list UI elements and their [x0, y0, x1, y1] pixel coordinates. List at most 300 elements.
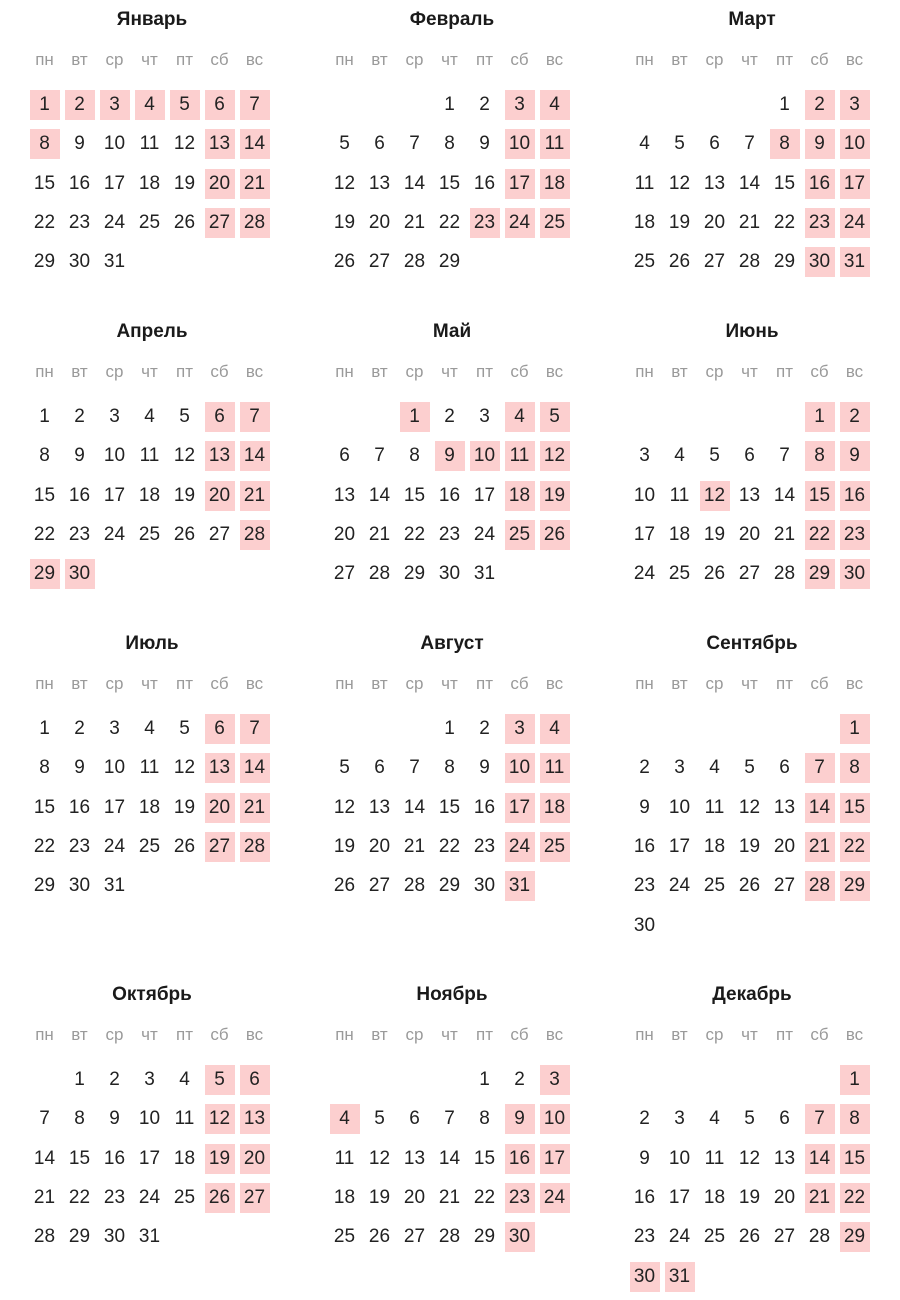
weekday-label: пн	[35, 362, 54, 381]
day-cell: 6	[374, 757, 385, 779]
day-cell: 7	[779, 445, 790, 467]
weekday-label: ср	[705, 50, 724, 69]
day-cell: 14	[403, 172, 426, 194]
day-cell-holiday: 24	[540, 1183, 570, 1213]
day-cell-holiday: 12	[540, 441, 570, 471]
month-block	[27, 5, 277, 305]
day-cell-holiday: 30	[630, 1262, 660, 1292]
day-cell: 6	[374, 133, 385, 155]
day-cell: 14	[738, 172, 761, 194]
day-cell: 28	[33, 1226, 56, 1248]
day-cell: 26	[738, 1226, 761, 1248]
day-cell-holiday: 21	[240, 793, 270, 823]
weekday-label: сб	[810, 50, 829, 69]
day-cell: 17	[103, 172, 126, 194]
day-cell: 13	[368, 796, 391, 818]
day-cell: 23	[68, 835, 91, 857]
day-cell: 19	[173, 172, 196, 194]
weekday-label: вс	[245, 1025, 264, 1044]
weekday-label: пн	[635, 362, 654, 381]
day-cell: 22	[68, 1186, 91, 1208]
day-cell-holiday: 10	[505, 129, 535, 159]
day-cell-holiday: 26	[540, 520, 570, 550]
weekday-label: пн	[335, 674, 354, 693]
day-cell: 2	[444, 406, 455, 427]
day-cell-holiday: 9	[505, 1104, 535, 1134]
day-cell: 4	[709, 1108, 720, 1130]
day-cell: 24	[668, 1226, 691, 1248]
day-cell: 24	[138, 1186, 161, 1208]
day-cell: 17	[668, 1186, 691, 1208]
day-cell: 5	[674, 133, 685, 155]
day-cell: 28	[808, 1226, 831, 1248]
day-cell: 28	[773, 563, 796, 585]
weekday-label: пт	[776, 1025, 793, 1044]
day-cell: 4	[144, 718, 155, 739]
day-cell-holiday: 20	[205, 481, 235, 511]
day-cell: 19	[333, 211, 356, 233]
day-cell: 19	[738, 835, 761, 857]
day-cell-holiday: 8	[840, 1104, 870, 1134]
day-cell: 6	[779, 1108, 790, 1130]
day-cell-holiday: 18	[540, 793, 570, 823]
day-cell: 15	[473, 1147, 496, 1169]
day-cell: 15	[438, 172, 461, 194]
day-cell: 18	[138, 484, 161, 506]
day-cell: 12	[173, 133, 196, 155]
day-cell: 9	[639, 1147, 650, 1169]
weekday-label: вт	[71, 1025, 88, 1044]
day-cell: 26	[173, 523, 196, 545]
day-cell: 26	[173, 211, 196, 233]
day-cell: 16	[68, 172, 91, 194]
day-cell: 13	[773, 1147, 796, 1169]
weekday-label: пт	[776, 674, 793, 693]
day-cell: 6	[744, 445, 755, 467]
day-cell: 20	[368, 835, 391, 857]
weekday-label: ср	[405, 1025, 424, 1044]
weekday-label: ср	[705, 674, 724, 693]
day-cell: 29	[33, 875, 56, 897]
day-cell: 3	[109, 718, 120, 739]
weekday-label: пн	[335, 50, 354, 69]
day-cell: 21	[33, 1186, 56, 1208]
weekday-label: пт	[176, 674, 193, 693]
day-cell-holiday: 17	[540, 1144, 570, 1174]
day-cell-holiday: 29	[840, 871, 870, 901]
day-cell: 7	[374, 445, 385, 467]
day-cell: 27	[703, 251, 726, 273]
day-cell: 24	[668, 875, 691, 897]
day-cell: 18	[703, 835, 726, 857]
day-cell: 23	[68, 523, 91, 545]
weekday-label: чт	[741, 50, 758, 69]
day-cell-holiday: 21	[240, 169, 270, 199]
day-cell-holiday: 28	[240, 520, 270, 550]
weekday-label: вт	[71, 674, 88, 693]
day-cell: 24	[103, 523, 126, 545]
day-cell: 14	[403, 796, 426, 818]
day-cell: 19	[173, 484, 196, 506]
day-cell: 17	[103, 484, 126, 506]
day-cell: 7	[744, 133, 755, 155]
weekday-label: сб	[210, 362, 229, 381]
day-cell: 25	[138, 211, 161, 233]
day-cell: 26	[368, 1226, 391, 1248]
day-cell-holiday: 6	[205, 714, 235, 744]
day-cell: 10	[103, 445, 126, 467]
day-cell-holiday: 16	[840, 481, 870, 511]
day-cell: 29	[33, 251, 56, 273]
day-cell-holiday: 19	[540, 481, 570, 511]
day-cell: 30	[438, 563, 461, 585]
month-block	[27, 629, 277, 929]
day-cell: 2	[514, 1069, 525, 1090]
day-cell-holiday: 9	[805, 129, 835, 159]
month-title: Июнь	[725, 321, 779, 342]
day-cell: 16	[68, 796, 91, 818]
day-cell: 26	[703, 563, 726, 585]
month-title: Январь	[116, 9, 188, 30]
month-block	[627, 629, 877, 936]
day-cell: 16	[473, 796, 496, 818]
month-block	[27, 980, 277, 1280]
day-cell: 11	[334, 1147, 355, 1169]
day-cell: 14	[368, 484, 391, 506]
day-cell: 10	[103, 757, 126, 779]
day-cell-holiday: 31	[505, 871, 535, 901]
weekday-label: вс	[845, 362, 864, 381]
weekday-label: пт	[776, 362, 793, 381]
weekday-label: сб	[510, 1025, 529, 1044]
weekday-label: вс	[545, 674, 564, 693]
day-cell: 6	[409, 1108, 420, 1130]
day-cell: 7	[409, 133, 420, 155]
day-cell: 18	[173, 1147, 196, 1169]
day-cell: 27	[208, 523, 231, 545]
day-cell-holiday: 29	[805, 559, 835, 589]
day-cell-holiday: 9	[435, 441, 465, 471]
weekday-label: ср	[105, 50, 124, 69]
day-cell: 2	[109, 1069, 120, 1090]
weekday-label: пн	[335, 362, 354, 381]
day-cell: 22	[403, 523, 426, 545]
day-cell-holiday: 15	[805, 481, 835, 511]
weekday-label: пн	[635, 50, 654, 69]
day-cell-holiday: 1	[840, 714, 870, 744]
day-cell: 31	[103, 251, 126, 273]
day-cell: 9	[74, 445, 85, 467]
weekday-label: ср	[105, 1025, 124, 1044]
weekday-label: сб	[810, 674, 829, 693]
day-cell: 5	[179, 718, 190, 739]
day-cell: 1	[479, 1069, 490, 1090]
day-cell: 10	[668, 796, 691, 818]
day-cell: 16	[473, 172, 496, 194]
day-cell: 27	[368, 251, 391, 273]
day-cell-holiday: 2	[65, 90, 95, 120]
month-title: Октябрь	[112, 984, 192, 1005]
day-cell-holiday: 3	[505, 90, 535, 120]
day-cell-holiday: 30	[65, 559, 95, 589]
day-cell-holiday: 24	[840, 208, 870, 238]
day-cell: 12	[368, 1147, 391, 1169]
month-title: Сентябрь	[706, 633, 798, 654]
day-cell: 28	[438, 1226, 461, 1248]
day-cell-holiday: 30	[805, 247, 835, 277]
weekday-label: пт	[476, 674, 493, 693]
month-block	[627, 317, 877, 617]
weekday-label: вт	[371, 362, 388, 381]
day-cell: 28	[738, 251, 761, 273]
day-cell: 22	[438, 835, 461, 857]
weekday-label: пт	[476, 50, 493, 69]
day-cell: 22	[33, 835, 56, 857]
day-cell: 20	[333, 523, 356, 545]
day-cell-holiday: 11	[540, 753, 570, 783]
day-cell: 3	[674, 757, 685, 779]
day-cell: 22	[438, 211, 461, 233]
day-cell: 9	[109, 1108, 120, 1130]
day-cell-holiday: 2	[805, 90, 835, 120]
month-title: Май	[432, 321, 472, 342]
day-cell-holiday: 28	[240, 832, 270, 862]
day-cell-holiday: 24	[505, 832, 535, 862]
day-cell-holiday: 17	[505, 793, 535, 823]
weekday-label: вс	[845, 50, 864, 69]
day-cell: 26	[738, 875, 761, 897]
weekday-label: вт	[371, 1025, 388, 1044]
day-cell-holiday: 10	[840, 129, 870, 159]
day-cell-holiday: 27	[205, 208, 235, 238]
day-cell: 8	[479, 1108, 490, 1130]
month-block	[627, 5, 877, 305]
day-cell-holiday: 13	[205, 753, 235, 783]
day-cell: 12	[333, 796, 356, 818]
weekday-label: вт	[671, 1025, 688, 1044]
day-cell: 22	[473, 1186, 496, 1208]
day-cell: 21	[773, 523, 796, 545]
month-block	[27, 317, 277, 617]
day-cell: 11	[669, 484, 690, 506]
day-cell: 29	[438, 251, 461, 273]
day-cell: 15	[773, 172, 796, 194]
month-title: Декабрь	[712, 984, 792, 1005]
day-cell: 26	[333, 251, 356, 273]
day-cell: 15	[33, 796, 56, 818]
weekday-label: чт	[441, 50, 458, 69]
day-cell-holiday: 30	[840, 559, 870, 589]
day-cell: 27	[333, 563, 356, 585]
day-cell: 11	[139, 757, 160, 779]
day-cell: 15	[68, 1147, 91, 1169]
weekday-label: чт	[441, 1025, 458, 1044]
weekday-label: сб	[510, 50, 529, 69]
day-cell: 24	[103, 835, 126, 857]
day-cell: 21	[368, 523, 391, 545]
day-cell-holiday: 11	[540, 129, 570, 159]
weekday-label: сб	[810, 1025, 829, 1044]
day-cell: 16	[438, 484, 461, 506]
day-cell: 3	[674, 1108, 685, 1130]
month-block	[327, 980, 577, 1280]
day-cell: 27	[773, 875, 796, 897]
day-cell-holiday: 15	[840, 793, 870, 823]
weekday-label: пт	[176, 362, 193, 381]
day-cell: 3	[109, 406, 120, 427]
day-cell-holiday: 1	[400, 402, 430, 432]
day-cell: 13	[368, 172, 391, 194]
day-cell: 9	[479, 133, 490, 155]
weekday-label: вс	[245, 674, 264, 693]
day-cell-holiday: 22	[840, 832, 870, 862]
day-cell: 23	[68, 211, 91, 233]
day-cell: 19	[368, 1186, 391, 1208]
day-cell: 31	[138, 1226, 161, 1248]
day-cell: 30	[68, 251, 91, 273]
day-cell: 25	[703, 1226, 726, 1248]
day-cell: 8	[39, 757, 50, 779]
day-cell-holiday: 21	[805, 1183, 835, 1213]
day-cell: 11	[139, 133, 160, 155]
day-cell-holiday: 14	[805, 793, 835, 823]
day-cell-holiday: 4	[330, 1104, 360, 1134]
month-title: Апрель	[116, 321, 188, 342]
day-cell: 11	[139, 445, 160, 467]
month-title: Март	[728, 9, 776, 30]
day-cell: 10	[138, 1108, 161, 1130]
weekday-label: чт	[741, 1025, 758, 1044]
day-cell: 28	[403, 251, 426, 273]
day-cell: 21	[438, 1186, 461, 1208]
day-cell: 25	[633, 251, 656, 273]
day-cell: 14	[33, 1147, 56, 1169]
weekday-label: вс	[845, 1025, 864, 1044]
day-cell: 2	[74, 406, 85, 427]
day-cell: 1	[444, 94, 455, 115]
day-cell-holiday: 7	[805, 753, 835, 783]
weekday-label: ср	[105, 362, 124, 381]
day-cell-holiday: 23	[505, 1183, 535, 1213]
day-cell: 13	[703, 172, 726, 194]
day-cell: 16	[633, 835, 656, 857]
day-cell: 4	[674, 445, 685, 467]
day-cell: 11	[634, 172, 655, 194]
day-cell: 25	[668, 563, 691, 585]
day-cell-holiday: 9	[840, 441, 870, 471]
day-cell: 6	[709, 133, 720, 155]
day-cell-holiday: 8	[770, 129, 800, 159]
day-cell-holiday: 21	[805, 832, 835, 862]
day-cell: 28	[403, 875, 426, 897]
day-cell: 25	[138, 523, 161, 545]
day-cell: 8	[74, 1108, 85, 1130]
day-cell: 19	[738, 1186, 761, 1208]
day-cell-holiday: 21	[240, 481, 270, 511]
day-cell: 17	[668, 835, 691, 857]
weekday-label: ср	[705, 1025, 724, 1044]
day-cell-holiday: 1	[30, 90, 60, 120]
day-cell-holiday: 10	[470, 441, 500, 471]
day-cell: 23	[103, 1186, 126, 1208]
day-cell-holiday: 5	[205, 1065, 235, 1095]
day-cell-holiday: 20	[240, 1144, 270, 1174]
weekday-label: вс	[245, 362, 264, 381]
day-cell-holiday: 29	[840, 1222, 870, 1252]
day-cell-holiday: 29	[30, 559, 60, 589]
day-cell: 18	[138, 796, 161, 818]
weekday-label: сб	[210, 674, 229, 693]
day-cell: 31	[103, 875, 126, 897]
weekday-label: ср	[405, 362, 424, 381]
day-cell: 20	[773, 1186, 796, 1208]
day-cell-holiday: 25	[540, 832, 570, 862]
weekday-label: вс	[245, 50, 264, 69]
weekday-label: чт	[741, 362, 758, 381]
day-cell: 7	[444, 1108, 455, 1130]
day-cell-holiday: 23	[470, 208, 500, 238]
weekday-label: ср	[405, 50, 424, 69]
weekday-label: чт	[141, 362, 158, 381]
day-cell: 12	[333, 172, 356, 194]
day-cell-holiday: 6	[205, 90, 235, 120]
day-cell: 4	[179, 1069, 190, 1090]
day-cell: 19	[333, 835, 356, 857]
day-cell: 1	[779, 94, 790, 115]
day-cell: 26	[333, 875, 356, 897]
day-cell: 4	[709, 757, 720, 779]
day-cell: 9	[74, 757, 85, 779]
weekday-label: сб	[810, 362, 829, 381]
day-cell: 23	[633, 1226, 656, 1248]
day-cell: 12	[173, 757, 196, 779]
weekday-label: чт	[141, 50, 158, 69]
weekday-label: пн	[335, 1025, 354, 1044]
day-cell: 18	[138, 172, 161, 194]
day-cell-holiday: 28	[240, 208, 270, 238]
day-cell: 11	[174, 1108, 195, 1130]
day-cell: 22	[773, 211, 796, 233]
weekday-label: сб	[510, 362, 529, 381]
day-cell: 18	[633, 211, 656, 233]
day-cell: 17	[473, 484, 496, 506]
day-cell-holiday: 22	[840, 1183, 870, 1213]
weekday-label: пн	[635, 1025, 654, 1044]
day-cell-holiday: 16	[805, 169, 835, 199]
day-cell: 27	[738, 563, 761, 585]
day-cell: 20	[773, 835, 796, 857]
weekday-label: пн	[635, 674, 654, 693]
month-block	[627, 980, 877, 1287]
weekday-label: вт	[671, 674, 688, 693]
day-cell: 18	[333, 1186, 356, 1208]
day-cell: 8	[444, 757, 455, 779]
day-cell: 5	[374, 1108, 385, 1130]
day-cell: 11	[704, 796, 725, 818]
day-cell-holiday: 25	[540, 208, 570, 238]
day-cell: 25	[138, 835, 161, 857]
day-cell-holiday: 3	[540, 1065, 570, 1095]
day-cell-holiday: 13	[240, 1104, 270, 1134]
day-cell-holiday: 18	[505, 481, 535, 511]
weekday-label: пт	[176, 50, 193, 69]
day-cell: 10	[668, 1147, 691, 1169]
day-cell: 15	[438, 796, 461, 818]
day-cell: 27	[368, 875, 391, 897]
day-cell: 25	[173, 1186, 196, 1208]
day-cell: 5	[339, 757, 350, 779]
day-cell: 17	[103, 796, 126, 818]
